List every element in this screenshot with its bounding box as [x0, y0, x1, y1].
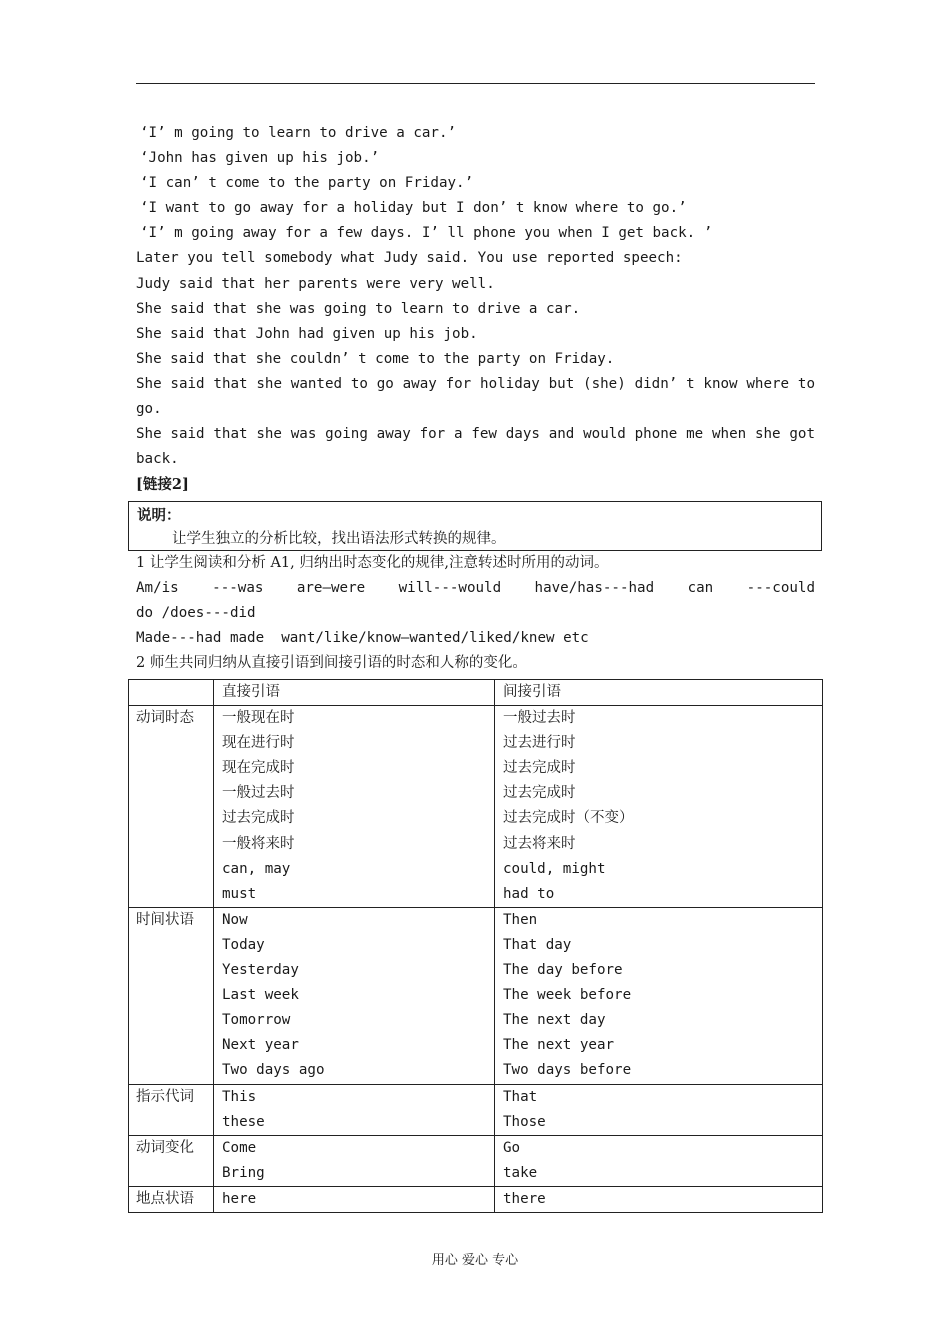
- quote-line: ‘I’ m going to learn to drive a car.’: [140, 125, 457, 141]
- reported-line: She said that she wanted to go away for holiday but (she) didn’ t know where to: [136, 375, 815, 392]
- note-box: [128, 501, 822, 551]
- dialogue-section: [136, 121, 815, 497]
- page-footer: 用心 爱心 专心: [431, 1253, 519, 1268]
- table-row: [129, 1084, 823, 1135]
- link-heading: [链接2]: [136, 476, 189, 494]
- direct-cell: here: [214, 1186, 495, 1212]
- direct-cell: This these: [214, 1084, 495, 1135]
- reported-line: She said that she was going away for a few days and would phone me when she got: [136, 426, 815, 443]
- direct-cell: 一般现在时 现在进行时 现在完成时 一般过去时 过去完成时 一般将来时 can, may must: [214, 706, 495, 908]
- indirect-cell: 一般过去时 过去进行时 过去完成时 过去完成时 过去完成时（不变） 过去将来时 could, might had to: [495, 706, 823, 908]
- indirect-cell: Then That day The day before The week before The next day The next year Two days before: [495, 907, 823, 1084]
- indirect-cell: there: [495, 1186, 823, 1212]
- reported-line: Later you tell somebody what Judy said. You use reported speech:: [136, 250, 683, 267]
- table-header-cell: [495, 680, 823, 706]
- reported-line: She said that she couldn’ t come to the party on Friday.: [136, 350, 615, 367]
- category-cell: 地点状语: [129, 1186, 214, 1212]
- reported-line: She said that John had given up his job.: [136, 325, 478, 342]
- category-cell: 指示代词: [129, 1084, 214, 1135]
- table-header-row: [129, 680, 823, 706]
- verb-change-line: do /does---did: [136, 605, 256, 622]
- category-cell: 时间状语: [129, 907, 214, 1084]
- quote-line: ‘I can’ t come to the party on Friday.’: [140, 175, 474, 192]
- speech-conversion-table: [128, 679, 823, 1213]
- direct-cell: Now Today Yesterday Last week Tomorrow Next year Two days ago: [214, 907, 495, 1084]
- indirect-cell: Go take: [495, 1135, 823, 1186]
- note-text: 让学生独立的分析比较，找出语法形式转换的规律。: [172, 531, 506, 547]
- reported-line-continuation: go.: [136, 401, 162, 418]
- verb-change-line: Made---had made want/like/know—wanted/liked/knew etc: [136, 630, 589, 647]
- header-indirect: 间接引语: [503, 684, 561, 700]
- header-rule: [136, 83, 815, 84]
- category-cell: 动词时态: [129, 706, 214, 908]
- table-row: [129, 1186, 823, 1212]
- step-one: 1 让学生阅读和分析 A1, 归纳出时态变化的规律,注意转述时所用的动词。: [136, 555, 609, 571]
- table-row: [129, 1135, 823, 1186]
- direct-cell: Come Bring: [214, 1135, 495, 1186]
- reported-line: She said that she was going to learn to drive a car.: [136, 300, 581, 317]
- table-header-cell: [214, 680, 495, 706]
- table-row: [129, 907, 823, 1084]
- quote-line: ‘John has given up his job.’: [140, 150, 380, 167]
- reported-line-continuation: back.: [136, 451, 179, 468]
- note-title: 说明：: [137, 507, 181, 524]
- reported-line: Judy said that her parents were very well.: [136, 275, 495, 292]
- quote-line: ‘I want to go away for a holiday but I don’ t know where to go.’: [140, 200, 687, 217]
- indirect-cell: That Those: [495, 1084, 823, 1135]
- step-two: 2 师生共同归纳从直接引语到间接引语的时态和人称的变化。: [136, 655, 527, 672]
- table-row: [129, 706, 823, 908]
- category-cell: 动词变化: [129, 1135, 214, 1186]
- quote-line: ‘I’ m going away for a few days. I’ ll phone you when I get back. ’: [140, 225, 713, 242]
- header-direct: 直接引语: [222, 684, 280, 700]
- tense-rules-section: [136, 551, 815, 676]
- verb-change-line: Am/is ---was are—were will---would have/has---had can ---could: [136, 580, 815, 597]
- table-header-cell: [129, 680, 214, 706]
